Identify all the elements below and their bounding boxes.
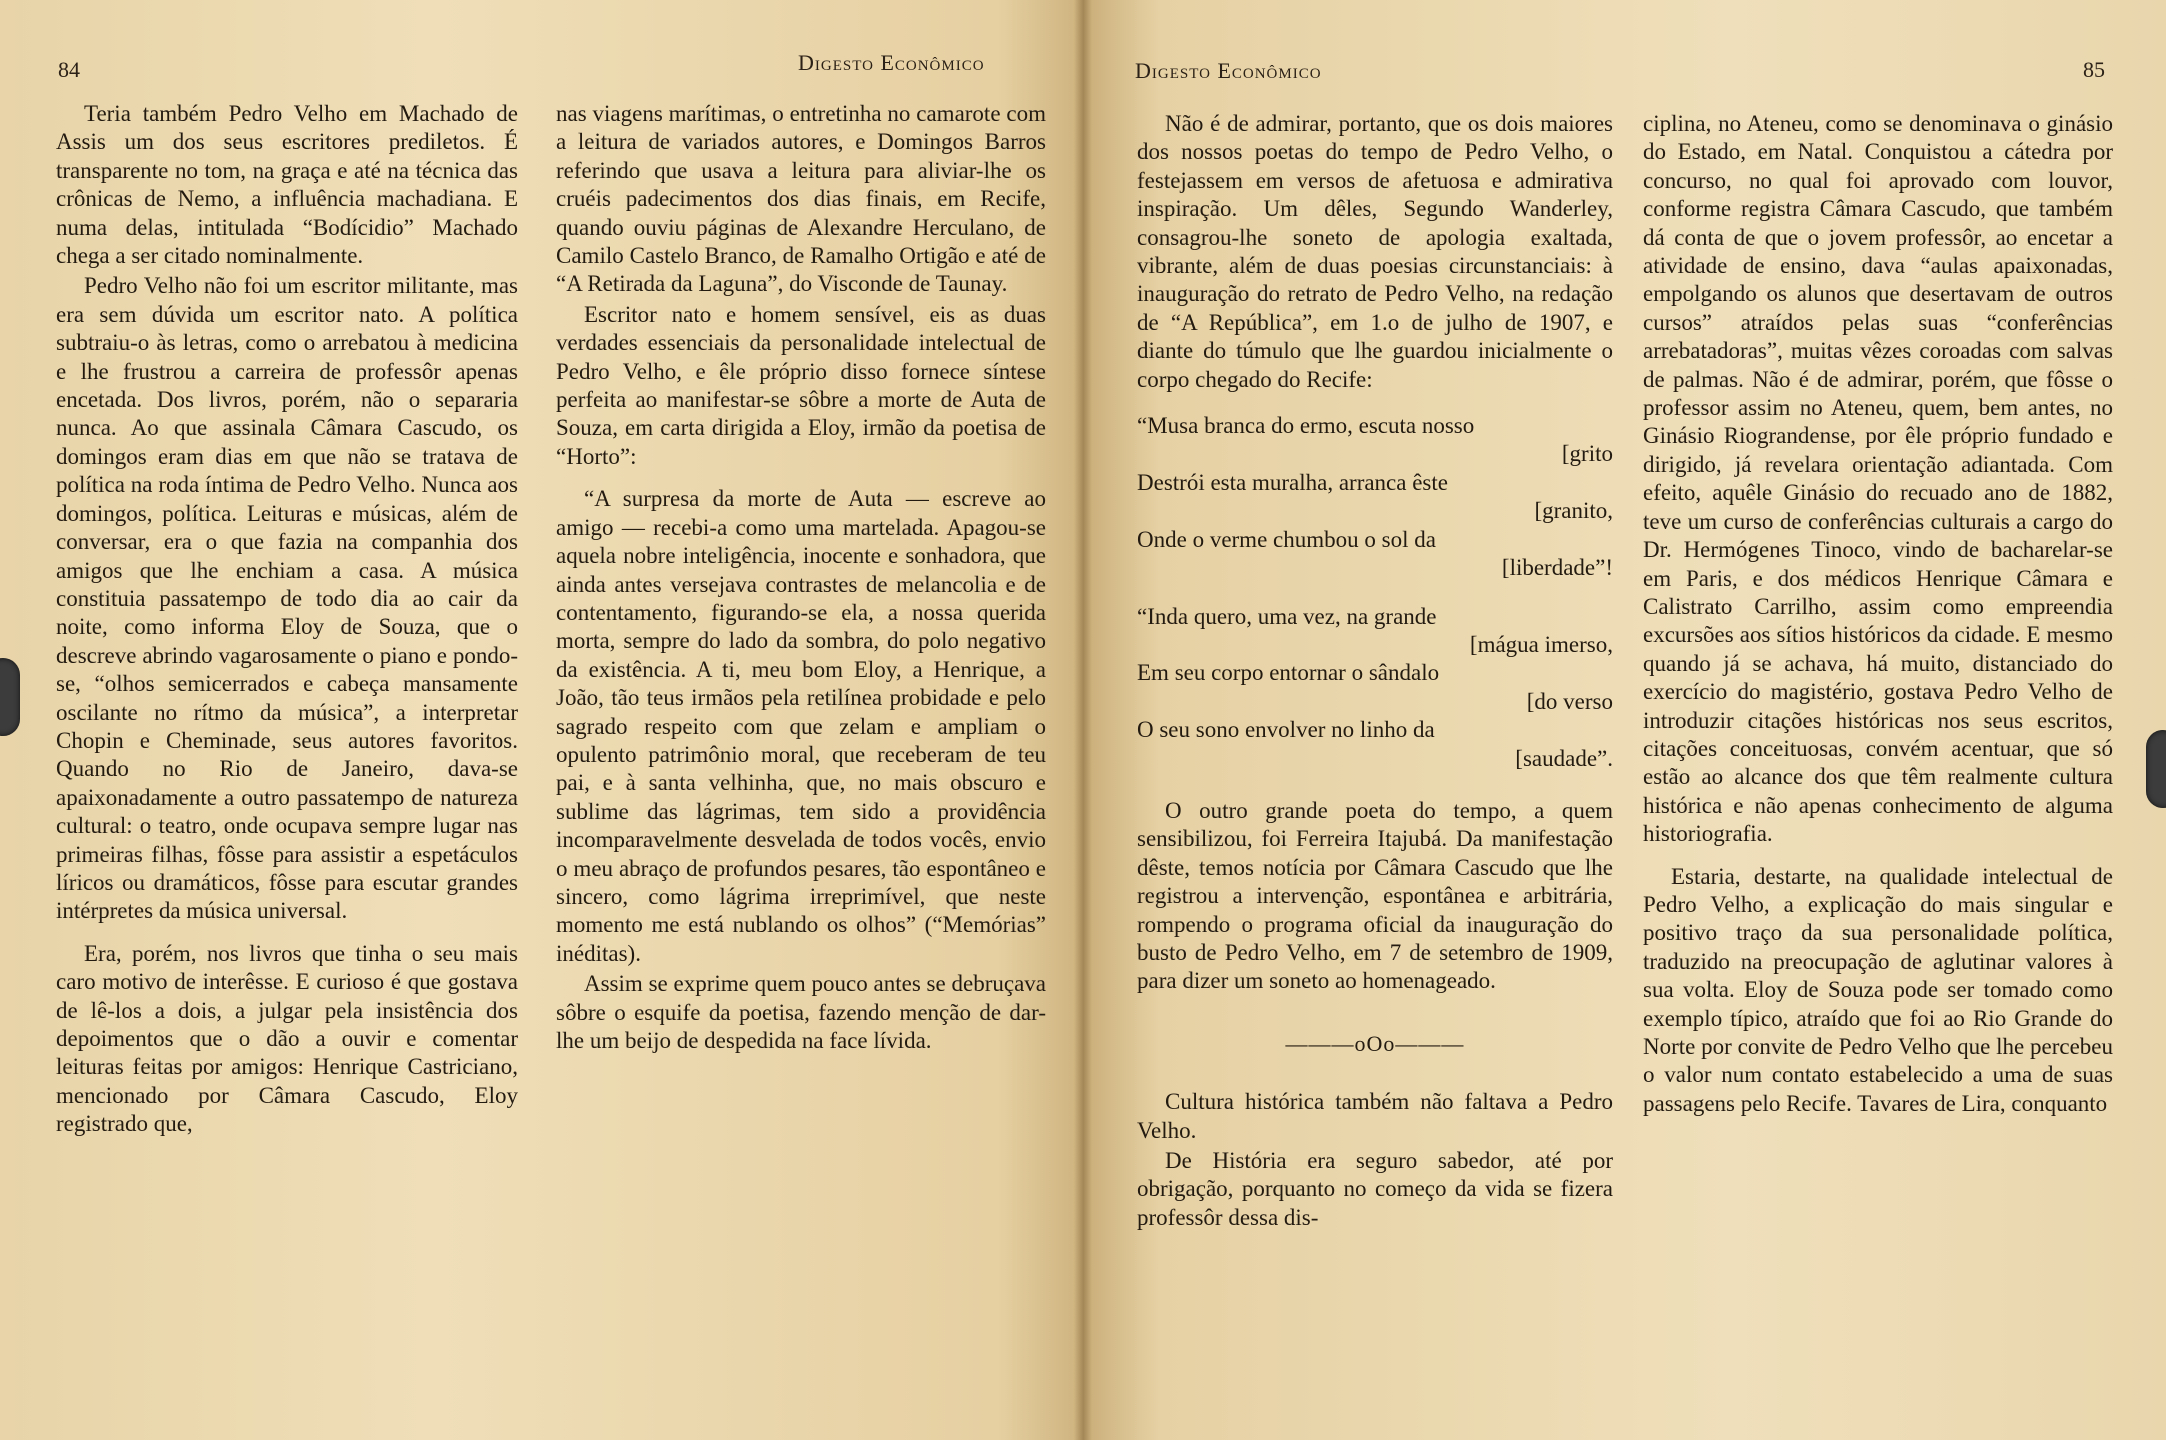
paragraph: Estaria, destarte, na qualidade intelectual de Pedro Velho, a explicação do mais singular e positivo traço da sua personalidade política, traduzido na preocupação de aglutinar valores à sua volta. Eloy de Souza pode ser tomado como exemplo típico, atraído que foi ao Rio Grande do Norte por convite de Pedro Velho que lhe percebeu o valor num contato estabelecido a uma de suas passagens pelo Recife. Tavares de Lira, conquanto — [1643, 863, 2113, 1116]
quotation: “A surpresa da morte de Auta — escreve ao amigo — recebi-a como uma martelada. Apagou-se aquela nobre inteligência, inocente e sonhadora, que ainda antes versejava contrastes de melancolia e de contentamento, figurando-se ela, a nossa querida morta, sempre do lado da sombra, do polo negativo da existência. A ti, meu bom Eloy, a Henrique, a João, tão teus irmãos pela retilínea probidade e pelo sagrado respeito com que zelam e ampliam o opulento patrimônio moral, que receberam de teu pai, e à santa velhinha, que, no mais obscuro e sublime das lágrimas, tem sido a providência incomparavelmente desvelada de todos vocês, envio o meu abraço de profundos pesares, tão espontâneo e sincero, como lágrima irreprimível, que neste momento me está nublando os olhos” (“Memórias” inéditas). — [556, 486, 1046, 966]
verse-line: “Inda quero, uma vez, na grande [mágua imerso, — [1137, 603, 1613, 657]
page-number: 84 — [58, 57, 80, 82]
right-column-1 — [1137, 110, 1613, 1232]
stanza — [1137, 603, 1613, 773]
binding-clip — [0, 658, 20, 736]
paragraph: Escritor nato e homem sensível, eis as duas verdades essenciais da personalidade intelectual de Pedro Velho, e êle próprio disso fornece síntese perfeita ao manifestar-se sôbre a morte de Auta de Souza, em carta dirigida a Eloy, irmão da poetisa de “Horto”: — [556, 301, 1046, 469]
running-head: Digesto Econômico — [798, 50, 985, 75]
running-head: Digesto Econômico — [1135, 58, 1322, 83]
paragraph: Cultura histórica também não faltava a Pedro Velho. — [1137, 1089, 1613, 1143]
left-column-2 — [556, 100, 1046, 1055]
paragraph: Assim se exprime quem pouco antes se debruçava sôbre o esquife da poetisa, fazendo menção de dar-lhe um beijo de despedida na face lívida. — [556, 971, 1046, 1053]
paragraph: Era, porém, nos livros que tinha o seu mais caro motivo de interêsse. E curioso é que gostava de lê-los a dois, a julgar pela insistência dos depoimentos que o dão a ouvir e comentar leituras feitas por amigos: Henrique Castriciano, mencionado por Câmara Cascudo, Eloy registrado que, — [56, 940, 518, 1137]
book-gutter — [1074, 0, 1092, 1440]
right-page — [1083, 0, 2166, 1440]
paragraph: Teria também Pedro Velho em Machado de Assis um dos seus escritores prediletos. É transparente no tom, na graça e até na técnica das crônicas de Nemo, a influência machadiana. E numa delas, intitulada “Bodícidio” Machado chega a ser citado nominalmente. — [56, 101, 518, 269]
paragraph: nas viagens marítimas, o entretinha no camarote com a leitura de variados autores, e Domingos Barros referindo que usava a leitura para aliviar-lhe os cruéis padecimentos dos dias finais, em Recife, quando ouviu páginas de Alexandre Herculano, de Camilo Castelo Branco, de Ramalho Ortigão e até de “A Retirada da Laguna”, do Visconde de Taunay. — [556, 101, 1046, 297]
left-column-1 — [56, 100, 518, 1139]
verse-line: Destrói esta muralha, arranca êste [granito, — [1137, 469, 1613, 524]
poem — [1137, 412, 1613, 773]
paragraph: Não é de admirar, portanto, que os dois maiores dos nossos poetas do tempo de Pedro Velho, o festejassem em versos de afetuosa e admirativa inspiração. Um dêles, Segundo Wanderley, consagrou-lhe soneto de apologia exaltada, vibrante, além de duas poesias circunstanciais: à inauguração do retrato de Pedro Velho, na redação de “A República”, em 1.o de julho de 1907, e diante do túmulo que lhe guardou inicialmente o corpo chegado do Recife: — [1137, 111, 1613, 392]
binding-clip — [2146, 730, 2166, 808]
section-divider: ———oOo——— — [1285, 1030, 1465, 1056]
paragraph: Pedro Velho não foi um escritor militante, mas era sem dúvida um escritor nato. A política subtraiu-o às letras, como o arrebatou à medicina e lhe frustrou a carreira de professôr apenas encetada. Dos livros, porém, não o separaria nunca. Ao que assinala Câmara Cascudo, os domingos eram dias em que não se tratava de política na roda íntima de Pedro Velho. Nunca aos domingos, política. Leituras e músicas, além de conversar, era o que fazia na companhia dos amigos que lhe enchiam a casa. A música constituia passatempo de todo dia ao cair da noite, como informa Eloy de Souza, que o descreve abrindo vagarosamente o piano e pondo-se, “olhos semicerrados e cabeça mansamente oscilante no rítmo da música”, a interpretar Chopin e Cheminade, seus autores favoritos. Quando no Rio de Janeiro, dava-se apaixonadamente a outro passatempo de natureza cultural: o teatro, onde ocupava sempre lugar nas primeiras filhas, fôsse para assistir a espetáculos líricos ou dramáticos, fôsse para escutar grandes intérpretes da música universal. — [56, 273, 518, 924]
right-column-2 — [1643, 110, 2113, 1118]
verse-line: O seu sono envolver no linho da [saudade”. — [1137, 717, 1613, 771]
paragraph: De História era seguro sabedor, até por obrigação, porquanto no começo da vida se fizera professôr dessa dis- — [1137, 1148, 1613, 1230]
paragraph: ciplina, no Ateneu, como se denominava o ginásio do Estado, em Natal. Conquistou a cátedra por concurso, no qual foi aprovado com louvor, conforme registra Câmara Cascudo, que também dá conta de que o jovem professôr, ao encetar a atividade de ensino, dava “aulas apaixonadas, empolgando os alunos que desertavam de outros cursos” atraídos pelas suas “conferências arrebatadoras”, muitas vêzes coroadas com salvas de palmas. Não é de admirar, porém, que fôsse o professor assim no Ateneu, quem, bem antes, no Ginásio Riograndense, por êle próprio fundado e dirigido, já revelara orientação adiantada. Com efeito, aquêle Ginásio do recuado ano de 1882, teve um curso de conferências culturais a cargo do Dr. Hermógenes Tinoco, vindo de bacharelar-se em Paris, e dos médicos Henrique Câmara e Calistrato Carrilho, assim como empreendia excursões aos sítios históricos da cidade. E mesmo quando já se achava, há muito, distanciado do exercício do magistério, gostava Pedro Velho de introduzir citações históricas nos seus escritos, citações conceituosas, convém acentuar, que só estão ao alcance dos que têm realmente cultura histórica e não apenas conhecimento de alguma historiografia. — [1643, 111, 2113, 847]
stanza — [1137, 412, 1613, 582]
verse-line: Em seu corpo entornar o sândalo [do verso — [1137, 660, 1613, 714]
page-number: 85 — [2083, 57, 2105, 82]
verse-line: “Musa branca do ermo, escuta nosso [grito — [1137, 413, 1613, 467]
verse-line: Onde o verme chumbou o sol da [liberdade”! — [1137, 526, 1613, 581]
paragraph: O outro grande poeta do tempo, a quem sensibilizou, foi Ferreira Itajubá. Da manifestação dêste, temos notícia por Câmara Cascudo que lhe registrou a intervenção, espontânea e arbitrária, rompendo o programa oficial da inauguração do busto de Pedro Velho, em 7 de setembro de 1909, para dizer um soneto ao homenageado. — [1137, 797, 1613, 994]
